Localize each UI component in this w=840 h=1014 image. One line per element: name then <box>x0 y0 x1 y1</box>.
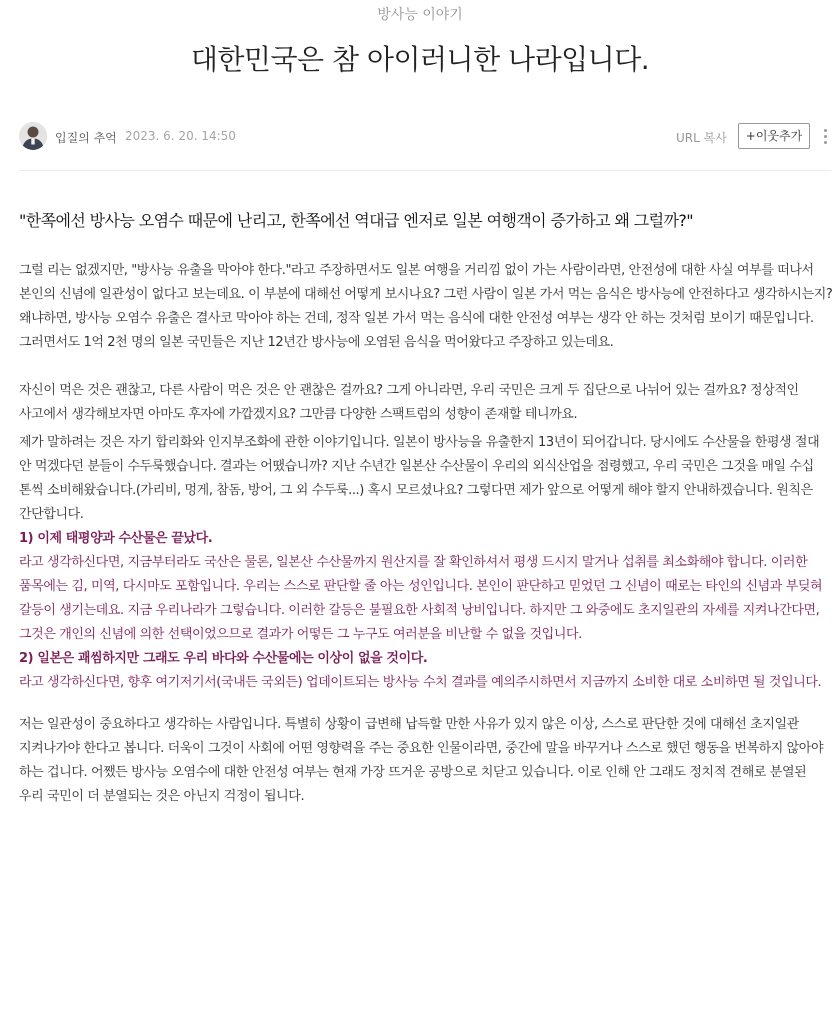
section-heading-1: 1) 이제 태평양과 수산물은 끝났다. <box>19 531 213 546</box>
author-name[interactable]: 입질의 추억 <box>55 131 117 145</box>
post-meta <box>19 122 831 152</box>
post-category[interactable]: 방사능 이야기 <box>377 7 463 23</box>
paragraph-1: 그럴 리는 없겠지만, "방사능 유출을 막아야 한다."라고 주장하면서도 일본 여행을 거리낌 없이 가는 사람이라면, 안전성에 대한 사실 여부를 떠나서 본인의 신념에 일관성이 없다고 보는데요. 이 부분에 대해선 어떻게 보시나요? 그런 사람이 일본 가서 먹는 음식은 방사능에 안전하다고 생각하시는지? 왜냐하면, 방사능 오염수 유출은 결사코 막아야 하는 건데, 정작 일본 가서 먹는 음식에 대한 안전성 여부는 생각 안 하는 것처럼 보이기 때문입니다. 그러면서도 1억 2천 명의 일본 국민들은 지난 12년간 방사능에 오염된 음식을 먹어왔다고 주장하고 있는데요. <box>19 263 833 350</box>
paragraph-4: 라고 생각하신다면, 지금부터라도 국산은 물론, 일본산 수산물까지 원산지를 잘 확인하셔서 평생 드시지 말거나 섭취를 최소화해야 합니다. 이러한 품목에는 김, 미역, 다시마도 포함입니다. 우리는 스스로 판단할 줄 아는 성인입니다. 본인이 판단하고 믿었던 그 신념이 때로는 타인의 신념과 부딪혀 갈등이 생기는데요. 지금 우리나라가 그렇습니다. 이러한 갈등은 불필요한 사회적 낭비입니다. 하지만 그 와중에도 초지일관의 자세를 지켜나간다면, 그것은 개인의 신념에 의한 선택이었으므로 결과가 어떻든 그 누구도 여러분을 비난할 수 없을 것입니다. <box>19 555 823 642</box>
paragraph-3: 제가 말하려는 것은 자기 합리화와 인지부조화에 관한 이야기입니다. 일본이 방사능을 유출한지 13년이 되어갑니다. 당시에도 수산물을 한평생 절대 안 먹겠다던 분들이 수두룩했습니다. 결과는 어땠습니까? 지난 수년간 일본산 수산물이 우리의 외식산업을 점령했고, 우리 국민은 그것을 매일 수십 톤씩 소비해왔습니다.(가리비, 멍게, 참돔, 방어, 그 외 수두룩...) 혹시 모르셨나요? 그렇다면 제가 앞으로 어떻게 해야 할지 안내하겠습니다. 원칙은 간단합니다. <box>19 435 820 522</box>
author-avatar[interactable] <box>19 122 47 150</box>
post-title: 대한민국은 참 아이러니한 나라입니다. <box>190 43 650 76</box>
avatar-icon <box>19 122 47 150</box>
lead-quote: "한쪽에선 방사능 오염수 때문에 난리고, 한쪽에선 역대급 엔저로 일본 여행객이 증가하고 왜 그럴까?" <box>19 211 693 230</box>
url-copy-button[interactable]: URL 복사 <box>676 131 727 145</box>
add-neighbor-button[interactable]: +이웃추가 <box>738 123 810 149</box>
post-body <box>19 208 833 809</box>
paragraph-6: 저는 일관성이 중요하다고 생각하는 사람입니다. 특별히 상황이 급변해 납득할 만한 사유가 있지 않은 이상, 스스로 판단한 것에 대해선 초지일관 지켜나가야 한다고 봅니다. 더욱이 그것이 사회에 어떤 영향력을 주는 중요한 인물이라면, 중간에 말을 바꾸거나 스스로 했던 행동을 번복하지 않아야 하는 겁니다. 어쨌든 방사능 오염수에 대한 안전성 여부는 현재 가장 뜨거운 공방으로 치닫고 있습니다. 이로 인해 안 그래도 정치적 견해로 분열된 우리 국민이 더 분열되는 것은 아닌지 걱정이 됩니다. <box>19 717 824 804</box>
paragraph-5: 라고 생각하신다면, 향후 여기저기서(국내든 국외든) 업데이트되는 방사능 수치 결과를 예의주시하면서 지금까지 소비한 대로 소비하면 될 것입니다. <box>19 675 822 690</box>
more-options-icon[interactable] <box>820 126 830 148</box>
post-date: 2023. 6. 20. 14:50 <box>125 129 236 143</box>
header-divider <box>19 170 831 171</box>
paragraph-2: 자신이 먹은 것은 괜찮고, 다른 사람이 먹은 것은 안 괜찮은 걸까요? 그게 아니라면, 우리 국민은 크게 두 집단으로 나뉘어 있는 걸까요? 정상적인 사고에서 생각해보자면 아마도 후자에 가깝겠지요? 그만큼 다양한 스팩트럼의 성향이 존재할 테니까요. <box>19 383 799 422</box>
section-heading-2: 2) 일본은 괘씸하지만 그래도 우리 바다와 수산물에는 이상이 없을 것이다. <box>19 651 428 666</box>
